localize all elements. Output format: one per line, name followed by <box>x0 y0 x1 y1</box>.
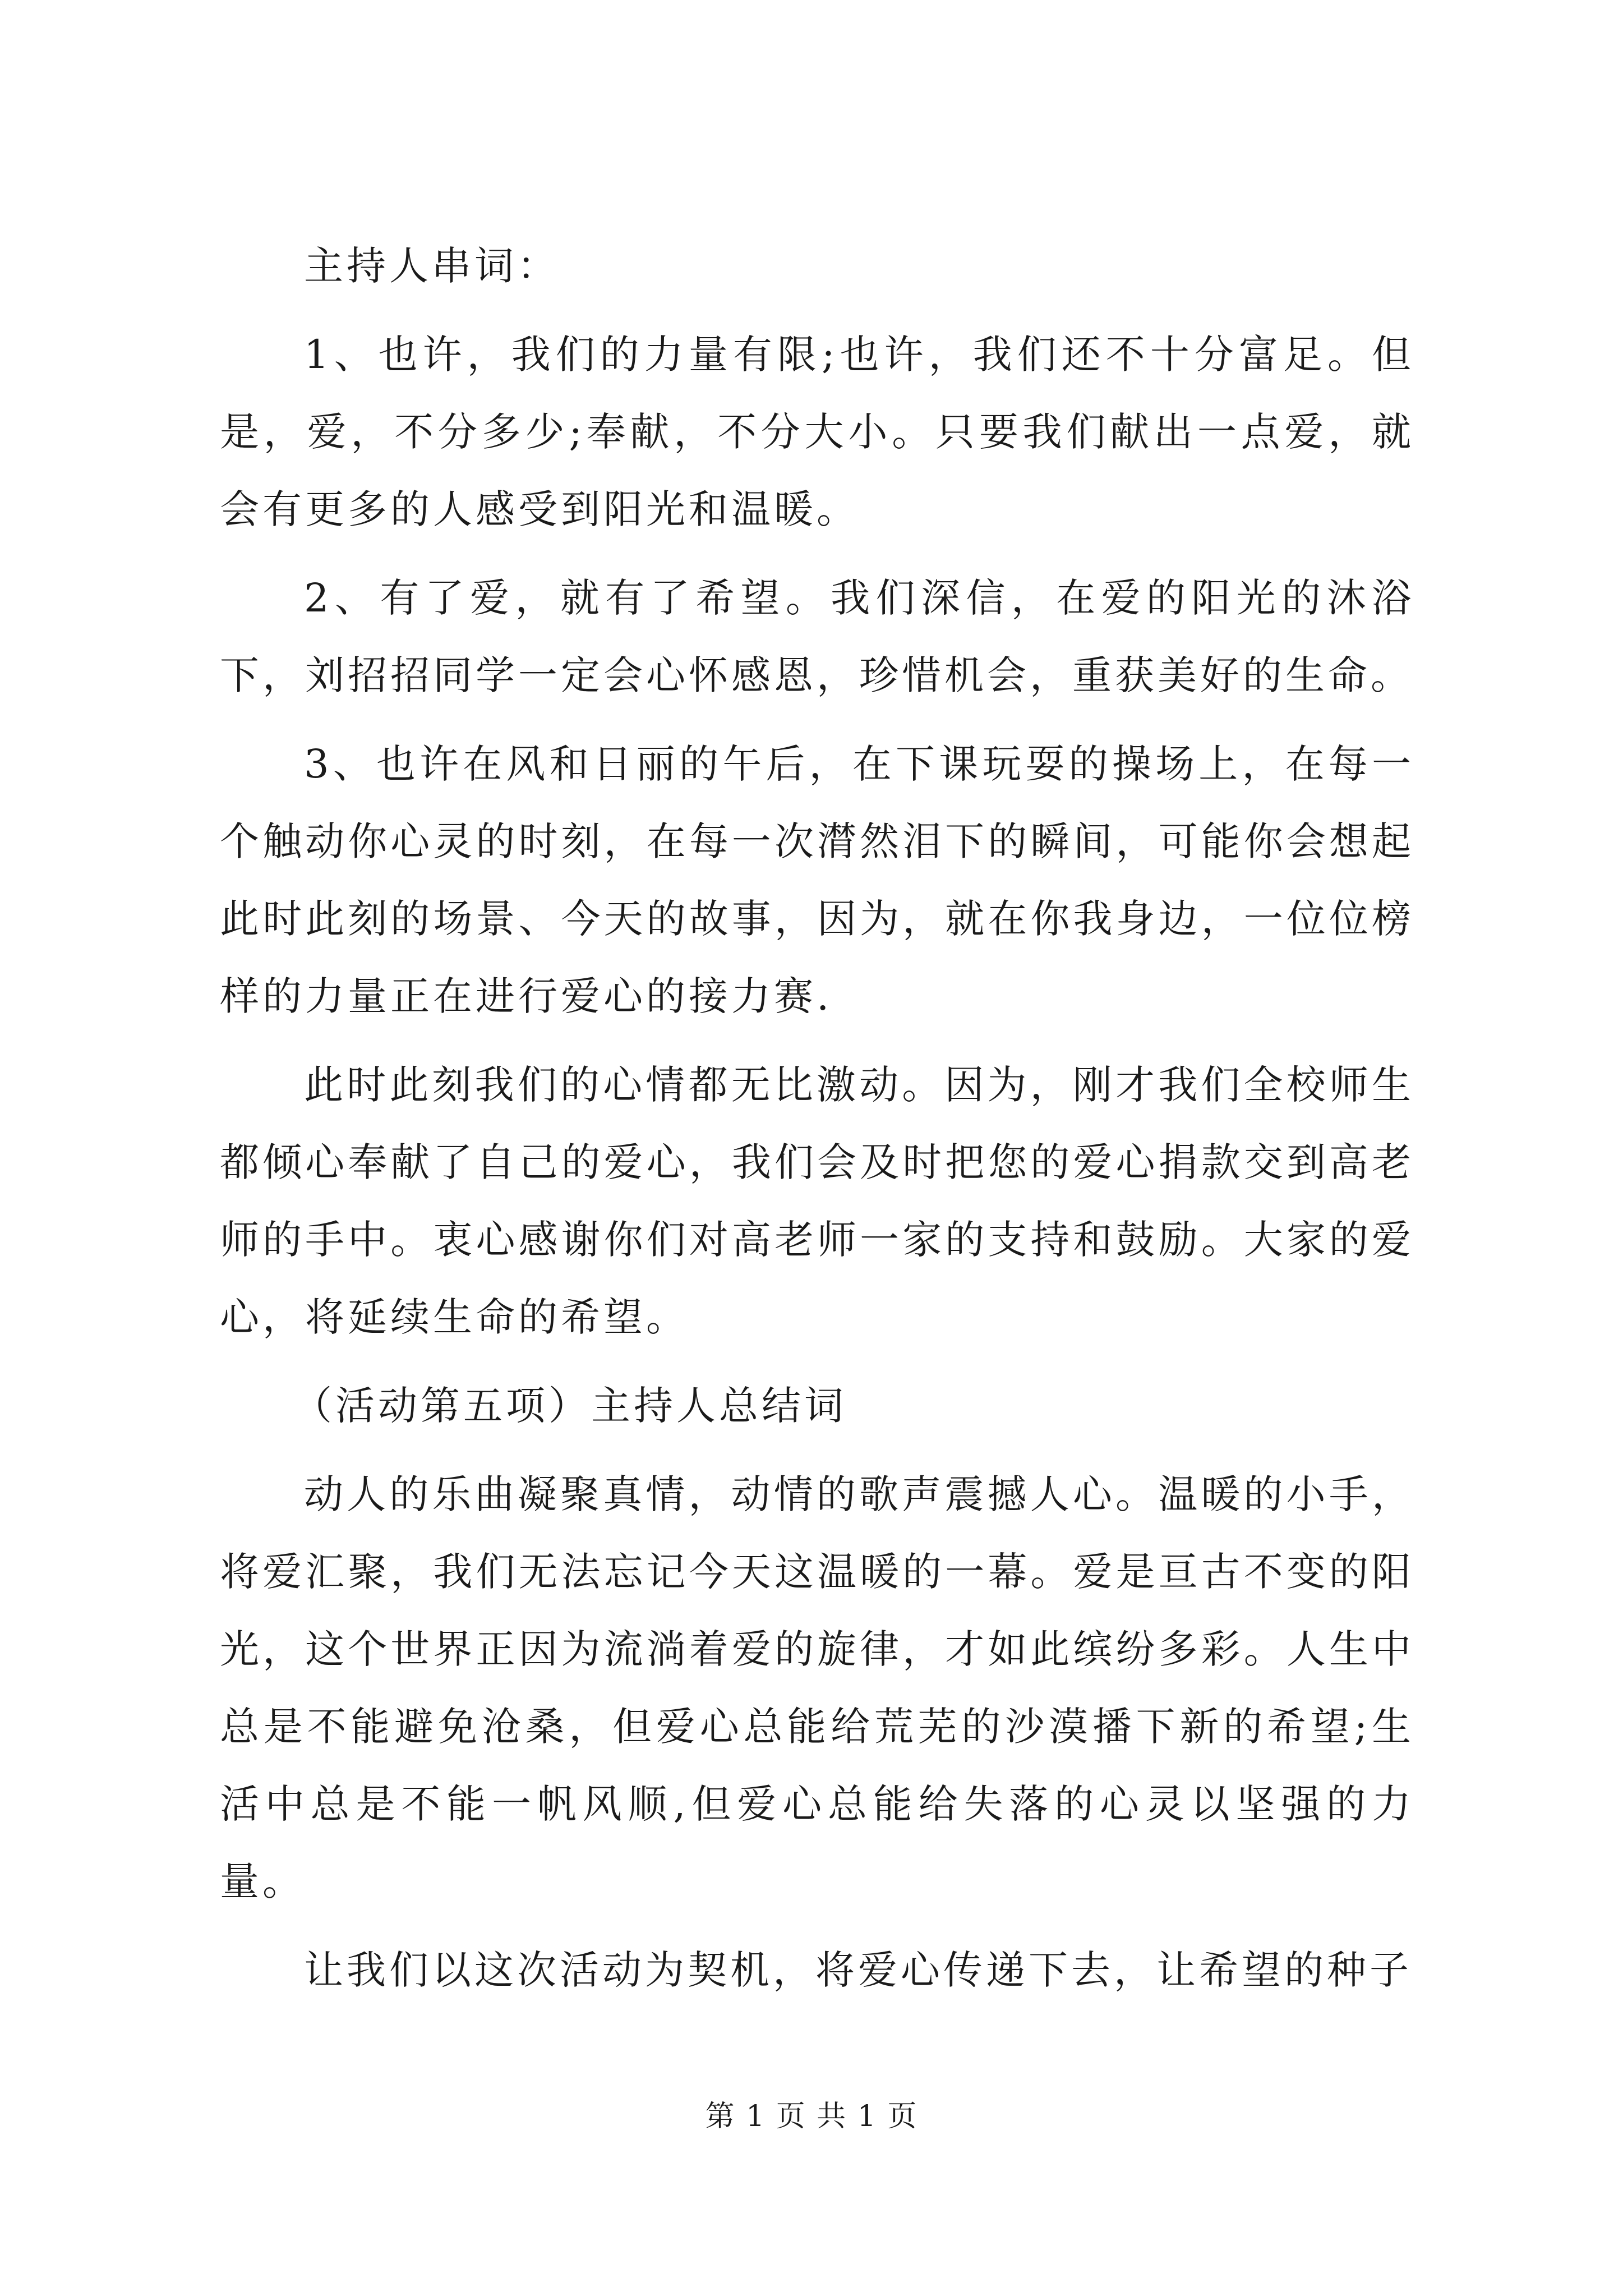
closing-paragraph-1: 动人的乐曲凝聚真情，动情的歌声震撼人心。温暖的小手，将爱汇聚，我们无法忘记今天这温暖的一幕。爱是亘古不变的阳光，这个世界正因为流淌着爱的旋律，才如此缤纷多彩。人生中总是不能避免沧桑，但爱心总能给荒芜的沙漠播下新的希望;生活中总是不能一帆风顺,但爱心总能给失落的心灵以坚强的力量。 <box>220 1471 1414 1904</box>
section-title: （活动第五项）主持人总结词 <box>293 1383 847 1429</box>
heading: 主持人串词： <box>304 243 560 289</box>
document-body <box>220 227 1414 2009</box>
closing-paragraph-2: 让我们以这次活动为契机，将爱心传递下去，让希望的种子 <box>304 1947 1412 1993</box>
paragraph-4: 此时此刻我们的心情都无比激动。因为，刚才我们全校师生都倾心奉献了自己的爱心，我们会及时把您的爱心捐款交到高老师的手中。衷心感谢你们对高老师一家的支持和鼓励。大家的爱心，将延续生命的希望。 <box>220 1062 1414 1340</box>
paragraph-3: 3、也许在风和日丽的午后，在下课玩耍的操场上，在每一个触动你心灵的时刻，在每一次潸然泪下的瞬间，可能你会想起此时此刻的场景、今天的故事，因为，就在你我身边，一位位榜样的力量正在进行爱心的接力赛. <box>220 741 1414 1019</box>
paragraph-2: 2、有了爱，就有了希望。我们深信，在爱的阳光的沐浴下，刘招招同学一定会心怀感恩，珍惜机会，重获美好的生命。 <box>220 575 1414 698</box>
paragraph-1: 1、也许，我们的力量有限;也许，我们还不十分富足。但是，爱，不分多少;奉献，不分大小。只要我们献出一点爱，就会有更多的人感受到阳光和温暖。 <box>220 332 1414 532</box>
page-footer: 第 1 页 共 1 页 <box>705 2100 918 2133</box>
